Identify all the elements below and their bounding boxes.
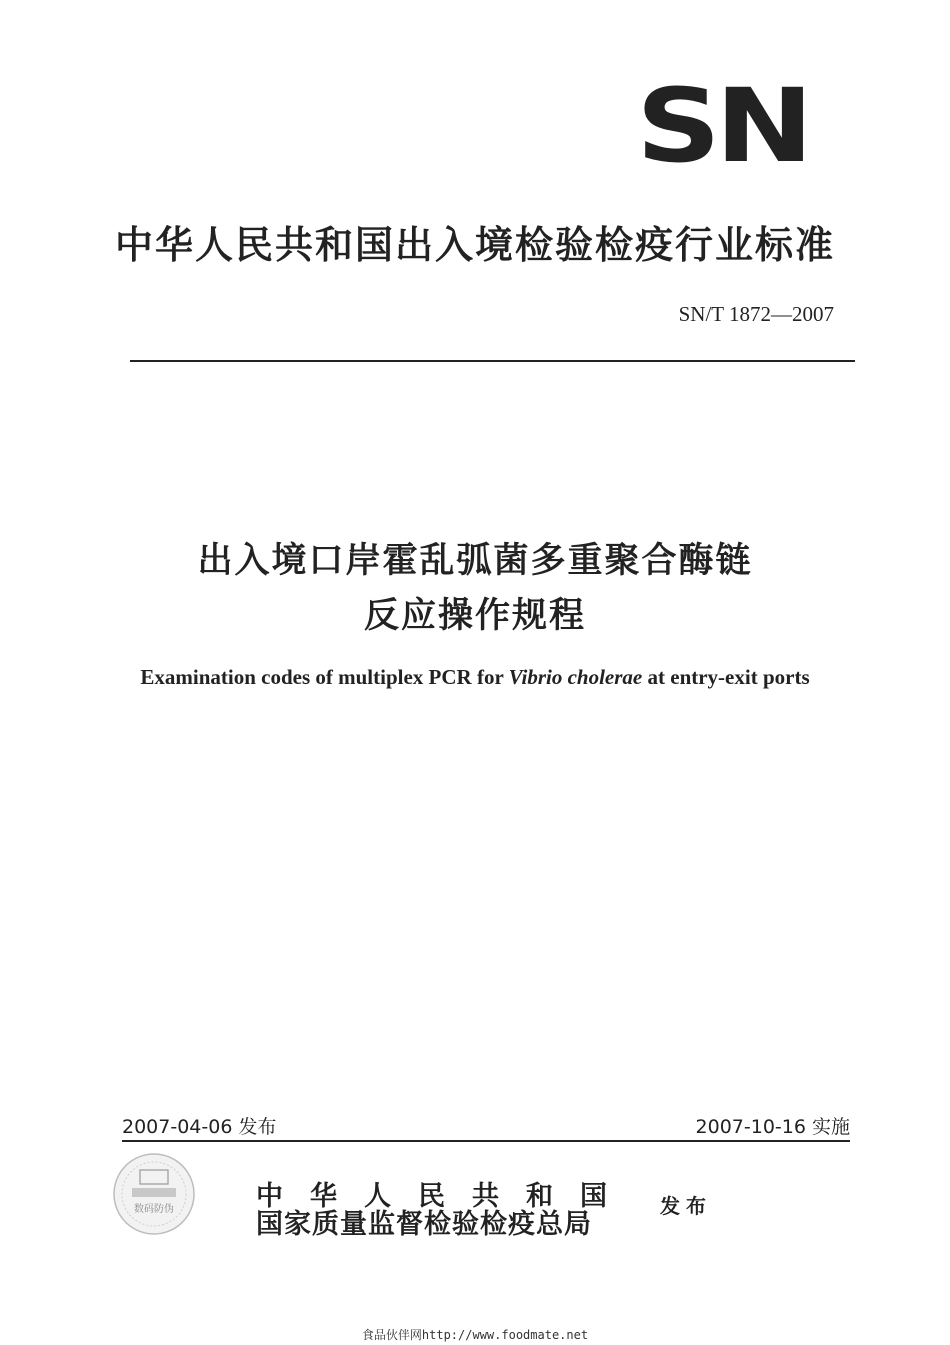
- title-en-suffix: at entry-exit ports: [642, 665, 810, 689]
- publish-label: 发布: [660, 1194, 712, 1218]
- standard-number: SN/T 1872—2007: [678, 302, 834, 326]
- anti-counterfeit-seal-icon: [112, 1152, 196, 1236]
- footer-rule: [122, 1140, 850, 1142]
- issuer-line1: 中华人民共和国: [256, 1181, 634, 1212]
- org-title: 中华人民共和国出入境检验检疫行业标准: [114, 223, 835, 267]
- title-en-prefix: Examination codes of multiplex PCR for: [140, 665, 509, 689]
- issue-date: 2007-04-06 发布: [122, 1116, 277, 1138]
- seal-text: 数码防伪: [134, 1204, 174, 1215]
- footer-watermark: 食品伙伴网http://www.foodmate.net: [361, 1328, 589, 1342]
- issuer-line2: 国家质量监督检验检疫总局: [256, 1209, 592, 1240]
- title-cn-line2: 反应操作规程: [363, 596, 586, 636]
- implement-date: 2007-10-16 实施: [695, 1116, 850, 1138]
- title-en: [0, 665, 950, 690]
- title-en-species: Vibrio cholerae: [508, 665, 643, 689]
- title-cn-line1: 出入境口岸霍乱弧菌多重聚合酶链: [197, 541, 753, 581]
- header-rule: [130, 360, 855, 362]
- sn-logo: SN: [636, 66, 808, 185]
